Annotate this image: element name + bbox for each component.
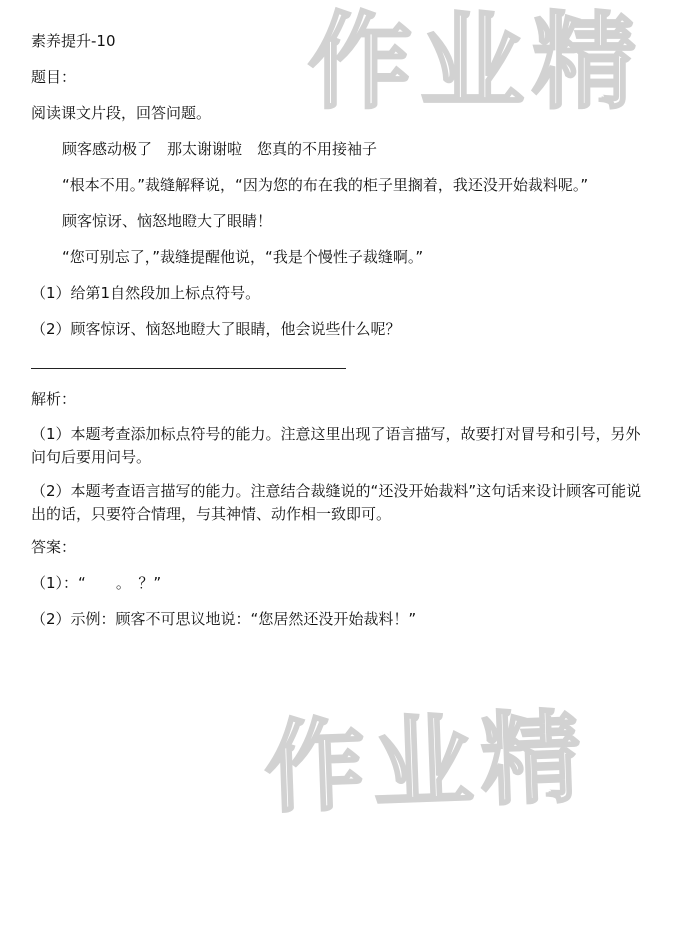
question-item-2: （2）顾客惊讶、恼怒地瞪大了眼睛，他会说些什么呢？ xyxy=(31,320,401,338)
passage-paragraph-4: “您可别忘了，”裁缝提醒他说，“我是个慢性子裁缝啊。” xyxy=(62,248,424,266)
analysis-label: 解析： xyxy=(31,390,77,408)
analysis-item-2: （2）本题考查语言描写的能力。注意结合裁缝说的“还没开始裁料”这句话来设计顾客可能说出的话，只要符合情理，与其神情、动作相一致即可。 xyxy=(31,482,642,523)
passage-paragraph-2: “根本不用。”裁缝解释说，“因为您的布在我的柜子里搁着，我还没开始裁料呢。” xyxy=(62,176,589,194)
answer-blank-line xyxy=(31,368,346,369)
question-instruction: 阅读课文片段，回答问题。 xyxy=(31,104,212,122)
watermark-bottom: 作业精 xyxy=(262,698,591,827)
answer-label: 答案： xyxy=(31,538,77,556)
passage-paragraph-1: 顾客感动极了 那太谢谢啦 您真的不用接袖子 xyxy=(62,140,378,158)
question-label: 题目： xyxy=(31,68,77,86)
watermark-top: 作业精 xyxy=(308,1,645,123)
question-item-1: （1）给第1自然段加上标点符号。 xyxy=(31,284,261,302)
answer-item-1: （1）：“ 。 ？” xyxy=(31,574,162,592)
answer-item-2: （2）示例：顾客不可思议地说：“您居然还没开始裁料！” xyxy=(31,610,417,628)
analysis-item-1: （1）本题考查添加标点符号的能力。注意这里出现了语言描写，故要打对冒号和引号，另外问句后要用问号。 xyxy=(31,425,641,466)
document-title: 素养提升-10 xyxy=(31,32,116,50)
passage-paragraph-3: 顾客惊讶、恼怒地瞪大了眼睛！ xyxy=(62,212,273,230)
